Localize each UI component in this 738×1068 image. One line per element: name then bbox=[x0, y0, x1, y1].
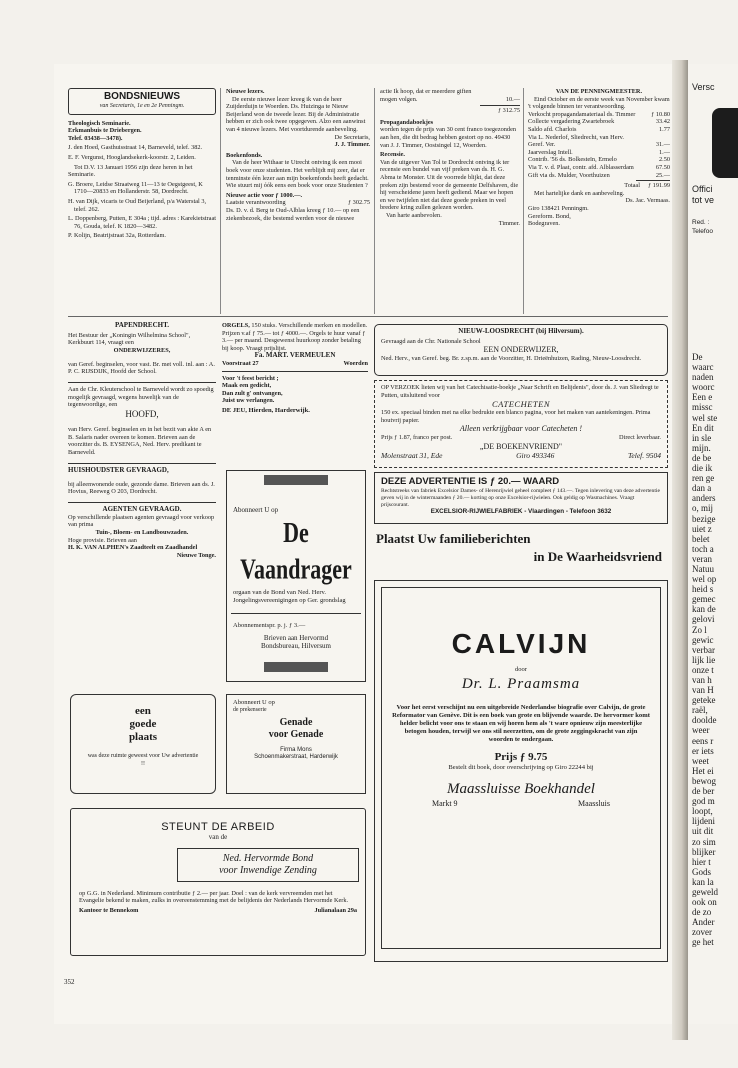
penning-items bbox=[528, 111, 670, 179]
loosdrecht-box bbox=[374, 324, 668, 376]
penning-total-amount: ƒ 191.99 bbox=[647, 182, 670, 190]
boekenfonds-text: Van de heer Withaar te Utrecht ontving ik een mooi boek voor onze studenten. Het verblijdt mij zeer, dat er tenminste één lezer aan mijn boekenfonds heeft gedacht. Wie stuurt mij óók eens een boek voor onze Studenten ? bbox=[226, 159, 369, 190]
orgels-text: 150 stuks. Verschillende merken en modellen. Prijzen v.af ƒ 75.— tot ƒ 4000.—. Orgels te huur vanaf ƒ 3.— per maand. Desgewenst huurkoop zonder betaling bij koop. Vraagt prijslijst. bbox=[222, 322, 368, 352]
nieuwe-lezers-column bbox=[226, 88, 370, 314]
excelsior-box bbox=[374, 472, 668, 524]
barneveld-text2: van Herv. Geref. beginselen en in het bezit van akte A en B. Salaris nader overeen te komen. Brieven aan de voorzitter ds. B. EYSENGA, Ned. Herv. predikant te Barneveld. bbox=[68, 426, 212, 457]
seminarie-entry: P. Kolijn, Beatrijstraat 32a, Rotterdam. bbox=[68, 232, 166, 240]
right-page-fragment: ook on bbox=[692, 897, 717, 908]
goede-plaats-caption: was deze ruimte geweest voor Uw advertentie !! bbox=[87, 753, 199, 767]
penning-place: Bodegraven. bbox=[528, 220, 560, 228]
right-page-fragment: onze t bbox=[692, 664, 714, 675]
seminarie-entry: H. van Dijk, vicaris te Oud Beijerland, p/a Waterstal 3, telef. 262. bbox=[68, 197, 207, 213]
genade-intro: Abonneert U op bbox=[233, 699, 275, 706]
papendrecht-text2: van Geref. beginselen, voor vast. Br. met voll. inl. aan : A. P. C. RIJSDIJK, Hoofd der School. bbox=[68, 360, 215, 376]
right-page-fragment: loopt, bbox=[692, 806, 713, 817]
vaandrager-intro: Abonneert U op bbox=[233, 506, 279, 514]
right-page-fragment: belet bbox=[692, 533, 710, 544]
right-page-fragment: heid s bbox=[692, 584, 714, 595]
steunt-org-box bbox=[177, 848, 359, 882]
steunt-box bbox=[70, 808, 366, 956]
familie-advert bbox=[374, 530, 666, 574]
loosdrecht-text2: Ned. Herv., van Geref. beg. Br. z.sp.m. aan de Voorzitter, H. Drieënhuizen, Rading, Nieuw-Loosdrecht. bbox=[381, 355, 642, 363]
right-page-fragment: weet bbox=[692, 755, 709, 766]
penning-item-amount: 31.— bbox=[655, 141, 670, 149]
secretaris-name: J. J. Timmer. bbox=[334, 141, 370, 149]
calvijn-order: Bestelt dit boek, door overschrijving op Giro 22244 bij bbox=[448, 763, 594, 771]
vaandrager-addr: Bondsbureau, Hilversum bbox=[261, 641, 331, 650]
right-page-fragment: uiet z bbox=[692, 523, 712, 534]
penning-thanks: Met hartelijke dank en aanbeveling. bbox=[534, 189, 625, 197]
right-page-fragment: van h bbox=[692, 675, 712, 685]
agenten-text2: Hoge provisie. Brieven aan bbox=[68, 536, 137, 544]
orgels-city: Woerden bbox=[343, 359, 368, 367]
penning-item-label: Saldo afd. Charlois bbox=[528, 125, 577, 133]
penning-intro: Eind October en de eerste week van November kwam 't volgende binnen ter verantwoording. bbox=[528, 95, 670, 111]
column-rule bbox=[523, 88, 524, 314]
penning-item bbox=[528, 156, 670, 164]
penning-item-label: Jaarverslag Intell. bbox=[528, 148, 573, 156]
recensie-text: Van de uitgever Van Tol te Dordrecht ontving ik ter recensie een bundel van vijf preken van ds. H. G. Abma te Monster. Uit de voorrede blijkt, dat deze preken zijn bestemd voor de gemeente Delfshaven, die hij verscheidene jaren heeft gediend. Maar we hopen en we twijfelen niet dat deze goede preken in veel bredere kring zullen gelezen worden. bbox=[380, 158, 519, 212]
catecheten-address-row bbox=[375, 451, 667, 460]
right-page-header: Versc bbox=[692, 82, 715, 92]
calvijn-box bbox=[374, 580, 668, 962]
goede-plaats-box bbox=[70, 694, 216, 794]
right-page-fragment: er iets bbox=[692, 745, 714, 756]
right-page-fragment: Zo l bbox=[692, 624, 707, 635]
vaandrager-title: De Vaandrager bbox=[240, 515, 352, 585]
right-page-emblem bbox=[712, 108, 738, 178]
genade-title: voor Genade bbox=[268, 728, 324, 740]
right-page-fragment: geweld bbox=[692, 886, 718, 897]
penning-item bbox=[528, 118, 670, 126]
orgels-street: Voorstraat 27 bbox=[222, 359, 259, 367]
vaandrager-box bbox=[226, 470, 366, 682]
feest-sign: DE JEU, Hierden, Harderwijk. bbox=[222, 406, 310, 414]
calvijn-price: Prijs ƒ 9.75 bbox=[494, 750, 548, 763]
barneveld-role: HOOFD, bbox=[125, 408, 159, 419]
right-page-fragment: gewic bbox=[692, 634, 714, 645]
genade-addr: Schoenmakerstraat, Harderwijk bbox=[254, 754, 338, 761]
catecheten-slogan: Alleen verkrijgbaar voor Catecheten ! bbox=[459, 424, 583, 434]
catecheten-price-row bbox=[375, 434, 667, 442]
catecheten-text: OP VERZOEK lieten wij van het Catechisatie-boekje „Naar Schrift en Belijdenis", door ds. J. van Sliedregt te Putten, uitsluitend voor bbox=[381, 384, 659, 399]
penning-item-amount: 33.42 bbox=[655, 118, 670, 126]
right-page-fragment: die ik bbox=[692, 463, 713, 474]
excelsior-heading: DEZE ADVERTENTIE IS ƒ 20.— WAARD bbox=[381, 476, 560, 487]
advert-divider bbox=[68, 463, 216, 464]
penning-item-label: Via L. Nederlof, Sliedrecht, van Herv. Geref. Ver. bbox=[528, 133, 624, 149]
calvijn-text: Voor het eerst verschijnt nu een uitgebreide Nederlandse biografie over Calvijn, de grote Reformator van Genève. Dit is een boek van grote en blijvende waarde. De hervormer komt helder belicht voor ons te staan en wij horen hem als 't ware opnieuw zijn meesterlijke betogen houden, terwijl we ons stil neerzetten, om de grote zeggingskracht van zijn woorden te ondergaan. bbox=[392, 703, 650, 743]
steunt-addr: Julianalaan 29a bbox=[314, 906, 357, 914]
agenten-items: Tuin-, Bloem- en Landbouwzaden. bbox=[95, 529, 189, 537]
right-page-fragment: zover bbox=[692, 927, 712, 938]
seminarie-entry: G. Broere, Leidse Straatweg 11—13 te Oegstgeest, K 1710—20833 en Hollanderstr. 58, Dordrecht. bbox=[68, 180, 203, 196]
familie-line: Plaatst Uw familieberichten bbox=[376, 531, 531, 546]
decorative-band bbox=[264, 475, 328, 485]
catecheten-box bbox=[374, 380, 668, 468]
advert-column-left bbox=[68, 322, 216, 672]
right-page-fragment: verbar bbox=[692, 644, 715, 655]
right-page-fragment: gemec bbox=[692, 594, 716, 605]
penning-item bbox=[528, 126, 670, 134]
steunt-office-row bbox=[71, 907, 365, 915]
right-page-fragment: lijdeni bbox=[692, 816, 715, 827]
catecheten-price: Prijs ƒ 1.87, franco per post. bbox=[381, 434, 453, 442]
right-page-fragment: blijker bbox=[692, 846, 716, 857]
calvijn-door: door bbox=[515, 666, 527, 673]
orgels-address bbox=[222, 360, 368, 368]
recensie-sign: Timmer. bbox=[498, 219, 520, 227]
goede-plaats-line: plaats bbox=[128, 731, 158, 743]
huishoudster-heading: HUISHOUDSTER GEVRAAGD, bbox=[68, 465, 169, 474]
goede-plaats-line: goede bbox=[129, 718, 157, 730]
familie-line: in De Waarheidsvriend bbox=[533, 549, 662, 564]
calvijn-author: Dr. L. Praamsma bbox=[461, 675, 581, 692]
genade-intro: de prekenserie bbox=[233, 706, 267, 713]
advert-divider bbox=[222, 371, 368, 372]
penningmeester-column bbox=[528, 88, 670, 314]
right-page bbox=[688, 64, 738, 1024]
feest-line: Dan zult g' ontvangen, bbox=[222, 389, 283, 397]
excelsior-text: Rechtstreeks van fabriek Excelsior Dames- of Herenrijwiel geheel compleet ƒ 143.—. Tegen inlevering van deze advertentie geven wij in de wintermaanden ƒ 20.— korting op onze Excelsior-rijwielen. Ook geldig op Wasmachines. Vraagt prijscourant. bbox=[381, 488, 660, 508]
actie-text: Ds. D. v. d. Berg te Oud-Alblas kreeg ƒ 10.— op een ziekenbezoek, die bestemd werden voor de nieuwe bbox=[226, 206, 360, 222]
right-page-fragment: lijk lie bbox=[692, 654, 716, 665]
steunt-office: Kantoor te Bennekom bbox=[79, 906, 139, 914]
right-page-fragment: dan a bbox=[692, 483, 712, 494]
actie-total: ƒ 312.75 bbox=[497, 107, 520, 115]
papendrecht-role: ONDERWIJZERES, bbox=[113, 346, 171, 354]
right-page-fragment: zo sim bbox=[692, 836, 716, 847]
calvijn-address-row bbox=[382, 799, 660, 809]
right-page-fragment: Ander bbox=[692, 917, 715, 928]
right-page-fragment: kan de bbox=[692, 604, 716, 615]
column-rule bbox=[220, 88, 221, 314]
orgels-heading: ORGELS, bbox=[222, 322, 250, 329]
recensie-heading: Recensie. bbox=[380, 151, 406, 159]
actie-label: Laatste verantwoording bbox=[226, 199, 286, 207]
steunt-vande: van de bbox=[208, 833, 228, 841]
seminarie-entry: Tot D.V. 13 Januari 1956 zijn deze heren in het Seminarie. bbox=[68, 163, 193, 179]
penning-item bbox=[528, 134, 670, 149]
calvijn-city: Maassluis bbox=[578, 799, 610, 809]
penning-item bbox=[528, 149, 670, 157]
penning-total-row bbox=[528, 182, 670, 190]
penning-item bbox=[528, 111, 670, 119]
right-page-fragment: weer bbox=[692, 725, 710, 736]
catecheten-street: Molenstraat 31, Ede bbox=[381, 450, 443, 460]
barneveld-text: Aan de Chr. Kleuterschool te Barneveld wordt zo spoedig mogelijk gevraagd, wegens huwelijk van de tegenwoordige, een bbox=[68, 386, 214, 409]
right-page-fragment: naden bbox=[692, 372, 714, 383]
papendrecht-text: Het Bestuur der „Koningin Wilhelmina School", Kerkbuurt 114, vraagt een bbox=[68, 331, 191, 347]
genade-firm: Firma Mons bbox=[280, 746, 312, 753]
loosdrecht-heading: NIEUW-LOOSDRECHT (bij Hilversum). bbox=[458, 327, 584, 335]
penning-item-label: Collecte vergadering Zwartebroek bbox=[528, 118, 615, 126]
right-page-fragment: veran bbox=[692, 553, 712, 564]
feest-line: Voor 't feest bericht ; bbox=[222, 374, 279, 382]
penning-sign: Ds. Jac. Vermaas. bbox=[625, 197, 670, 205]
right-page-fragment: Het ei bbox=[692, 765, 714, 776]
right-page-fragment: in sle bbox=[692, 432, 712, 443]
right-page-fragment: de zo bbox=[692, 907, 712, 918]
steunt-text: op G.G. in Nederland. Minimum contributie ƒ 2.— per jaar. Doel : van de kerk vervreemden met het Evangelie bekend te maken, zulks in overeenstemming met de belijdenis der Nederlands Hervormde Kerk. bbox=[79, 889, 349, 905]
amount-rule bbox=[636, 180, 670, 181]
loosdrecht-role: EEN ONDERWIJZER, bbox=[483, 345, 559, 355]
calvijn-publisher: Maassluisse Boekhandel bbox=[447, 781, 595, 798]
agenten-heading: AGENTEN GEVRAAGD. bbox=[102, 505, 182, 514]
right-page-fragment: missc bbox=[692, 402, 713, 413]
vaandrager-price: Abonnementspr. p. j. ƒ 3.— bbox=[233, 621, 306, 629]
steunt-org: voor Inwendige Zending bbox=[219, 864, 317, 876]
calvijn-title: CALVIJN bbox=[451, 628, 591, 659]
penning-heading: VAN DE PENNINGMEESTER. bbox=[555, 88, 643, 95]
right-page-fragment: van H bbox=[692, 685, 714, 696]
penning-total-label: Totaal bbox=[624, 182, 640, 190]
right-page-fragment: uit dit bbox=[692, 826, 714, 837]
catecheten-price-right: Direct leverbaar. bbox=[619, 434, 661, 442]
right-page-fragment: Natuu bbox=[692, 563, 714, 574]
section-rule bbox=[68, 316, 668, 317]
right-page-fragment: raël, bbox=[692, 705, 708, 716]
propaganda-column bbox=[380, 88, 520, 314]
excelsior-footer: EXCELSIOR-RIJWIELFABRIEK - Vlaardingen - Telefoon 3632 bbox=[430, 508, 612, 516]
penning-item-amount: 2.50 bbox=[658, 156, 670, 164]
penning-item-amount: 67.50 bbox=[655, 163, 670, 171]
penning-item-label: Verkocht propagandamateriaal ds. Timmer bbox=[528, 110, 636, 118]
recensie-close: Van harte aanbevolen. bbox=[386, 211, 442, 219]
right-page-fragment: bewog bbox=[692, 775, 716, 786]
penning-item-label: Via T. v. d. Plaat, contr. afd. Alblasserdam bbox=[528, 163, 634, 171]
bondsnieuws-subtitle: van Secretaris, 1e en 2e Penningm. bbox=[99, 103, 185, 109]
right-page-fragment: ge het bbox=[692, 937, 714, 948]
actie-cont-row bbox=[380, 88, 520, 103]
right-page-fragment: En dit bbox=[692, 422, 714, 433]
right-page-fragment: god m bbox=[692, 796, 715, 807]
decorative-band bbox=[264, 662, 328, 672]
goede-plaats-line: een bbox=[135, 705, 151, 717]
right-page-fragment: gelovi bbox=[692, 614, 715, 625]
nieuwe-lezers-text: De eerste nieuwe lezer kreeg ik van de heer Zuijderduijn te Woerden. Ds. Huizinga te Nieuw Beijerland won de tweede lezer. Bij de Administratie hebben er zich ook twee opgegeven. Alzo een aanwinst van 4 nieuwe lezers. Met voortdurende aanbeveling. bbox=[226, 95, 366, 133]
right-page-fragment: bezige bbox=[692, 513, 716, 524]
seminarie-entry: L. Doppenberg, Putten, E 304a ; tijd. adres : Karekietstraat 76, Gouda, telef. K 1820—3482. bbox=[68, 215, 216, 230]
seminarie-line: Telef. 03438—3478). bbox=[68, 134, 123, 142]
bondsnieuws-column bbox=[68, 88, 216, 314]
advert-divider bbox=[68, 502, 216, 503]
right-page-fragment: kan la bbox=[692, 876, 714, 887]
calvijn-inner bbox=[381, 587, 661, 949]
agenten-company: H. K. VAN ALPHEN's Zaadteelt en Zaadhandel bbox=[68, 544, 198, 552]
catecheten-text2: 150 ex. speciaal binden met na elke bedrukte een blanco pagina, voor het maken van aantekeningen. Prima houtvrij papier. bbox=[381, 409, 651, 424]
boekenfonds-heading: Boekenfonds. bbox=[226, 151, 263, 159]
right-page-fragment: doolde bbox=[692, 715, 717, 726]
bondsnieuws-title: BONDSNIEUWS bbox=[103, 91, 181, 102]
right-page-fragment: De bbox=[692, 352, 703, 362]
orgels-firm: Fa. MART. VERMEULEN bbox=[254, 351, 336, 360]
catecheten-giro: Giro 493346 bbox=[516, 450, 555, 460]
feest-line: Juist uw verlangen. bbox=[222, 397, 275, 405]
propaganda-heading: Propagandaboekjes bbox=[380, 118, 434, 126]
right-page-fragment: Gods bbox=[692, 866, 712, 877]
catecheten-title: CATECHETEN bbox=[491, 399, 551, 410]
penning-item-amount: ƒ 10.80 bbox=[651, 110, 670, 118]
right-page-fragment: de ber bbox=[692, 786, 715, 797]
seminarie-line: Erkmanbuis te Driebergen. bbox=[68, 127, 142, 135]
right-page-body bbox=[692, 352, 718, 948]
advert-divider bbox=[68, 382, 216, 383]
actie-cont-amount: 10.— bbox=[505, 95, 520, 103]
penning-item bbox=[528, 164, 670, 172]
loosdrecht-text: Gevraagd aan de Chr. Nationale School bbox=[381, 337, 481, 345]
right-page-fragment: woorc bbox=[692, 382, 715, 393]
seminarie-entry: E. F. Vergunst, Hooglandsekerk-koorstr. 2, Leiden. bbox=[68, 153, 196, 161]
page-number: 352 bbox=[64, 978, 75, 986]
actie-row bbox=[226, 199, 370, 207]
right-page-fragment: wel ste bbox=[692, 412, 718, 423]
penning-giro: Giro 138421 Penningm. bbox=[528, 204, 589, 212]
advert-divider bbox=[231, 613, 361, 614]
agenten-text: Op verschillende plaatsen agenten gevraagd voor verkoop van prima bbox=[68, 513, 215, 529]
bondsnieuws-header-box bbox=[68, 88, 216, 115]
agenten-place: Nieuwe Tonge. bbox=[176, 551, 216, 559]
penning-org: Gereform. Bond, bbox=[528, 212, 571, 220]
right-page-fragment: waarc bbox=[692, 362, 714, 373]
right-page-fragment: anders bbox=[692, 493, 716, 504]
right-page-fragment: o, mij bbox=[692, 503, 714, 514]
nieuwe-lezers-heading: Nieuwe lezers. bbox=[226, 88, 265, 95]
seminarie-entry: J. den Hoed, Gasthuisstraat 14, Barneveld, telef. 382. bbox=[68, 144, 203, 152]
actie-heading: Nieuwe actie voor ƒ 1000.—. bbox=[226, 191, 303, 199]
feest-line: Maak een gedicht, bbox=[222, 382, 272, 390]
penning-item-label: Contrib. '56 ds. Bolkesteïn, Ermelo bbox=[528, 156, 617, 164]
secretaris-sign: De Secretaris, bbox=[334, 133, 370, 141]
right-page-fragment: mijn. bbox=[692, 442, 711, 453]
catecheten-tel: Telef. 9504 bbox=[627, 450, 661, 460]
right-page-fragment: toch a bbox=[692, 543, 714, 554]
penning-item-amount: 25.— bbox=[655, 171, 670, 179]
vaandrager-desc: orgaan van de Bond van Ned. Herv. Jongelingsvereenigingen op Ger. grondslag bbox=[233, 588, 346, 604]
book-spine bbox=[672, 60, 688, 1040]
right-page-fragment: hier t bbox=[692, 856, 711, 867]
penning-item-amount: 1.77 bbox=[658, 125, 670, 133]
huishoudster-text: bij alleenwonende oude, gezonde dame. Brieven aan ds. J. Hovius, Reeweg O 203, Dordrecht. bbox=[68, 480, 215, 496]
vaandrager-addr: Brieven aan Hervormd bbox=[263, 634, 329, 643]
right-page-fragment: de be bbox=[692, 452, 712, 463]
steunt-heading: STEUNT DE ARBEID bbox=[161, 821, 275, 833]
papendrecht-heading: PAPENDRECHT. bbox=[115, 322, 169, 329]
genade-title: Genade bbox=[279, 716, 313, 728]
right-page-side: Offici tot ve Red. : Telefoo bbox=[692, 184, 715, 235]
right-page-fragment: wel op bbox=[692, 574, 717, 585]
right-page-fragment: geteke bbox=[692, 695, 716, 706]
right-page-fragment: Een e bbox=[692, 392, 713, 403]
penning-item-amount: 1.— bbox=[658, 148, 670, 156]
actie-cont-text: actie Ik hoop, dat er meerdere giften mogen volgen. bbox=[380, 88, 472, 103]
right-page-fragment: eens r bbox=[692, 735, 714, 746]
genade-box bbox=[226, 694, 366, 794]
right-page-fragment: ren ge bbox=[692, 473, 715, 484]
steunt-org: Ned. Hervormde Bond bbox=[222, 852, 314, 864]
amount-rule bbox=[480, 105, 520, 106]
propaganda-text: worden tegen de prijs van 30 cent franco toegezonden aan hen, die dit bedrag hebben gestort op no. 49430 van J. J. Timmer, Oostsingel 12, Woerden. bbox=[380, 126, 517, 149]
catecheten-shop: „DE BOEKENVRIEND" bbox=[479, 441, 563, 451]
seminarie-heading: Theologisch Seminarie. bbox=[68, 119, 131, 127]
orgels-advert bbox=[222, 322, 368, 352]
calvijn-street: Markt 9 bbox=[432, 799, 458, 809]
penning-item-label: Gift via ds. Mulder, Voorthuizen bbox=[528, 171, 610, 179]
penning-item bbox=[528, 172, 670, 180]
column-rule bbox=[374, 88, 375, 314]
actie-amount: ƒ 302.75 bbox=[347, 199, 370, 207]
